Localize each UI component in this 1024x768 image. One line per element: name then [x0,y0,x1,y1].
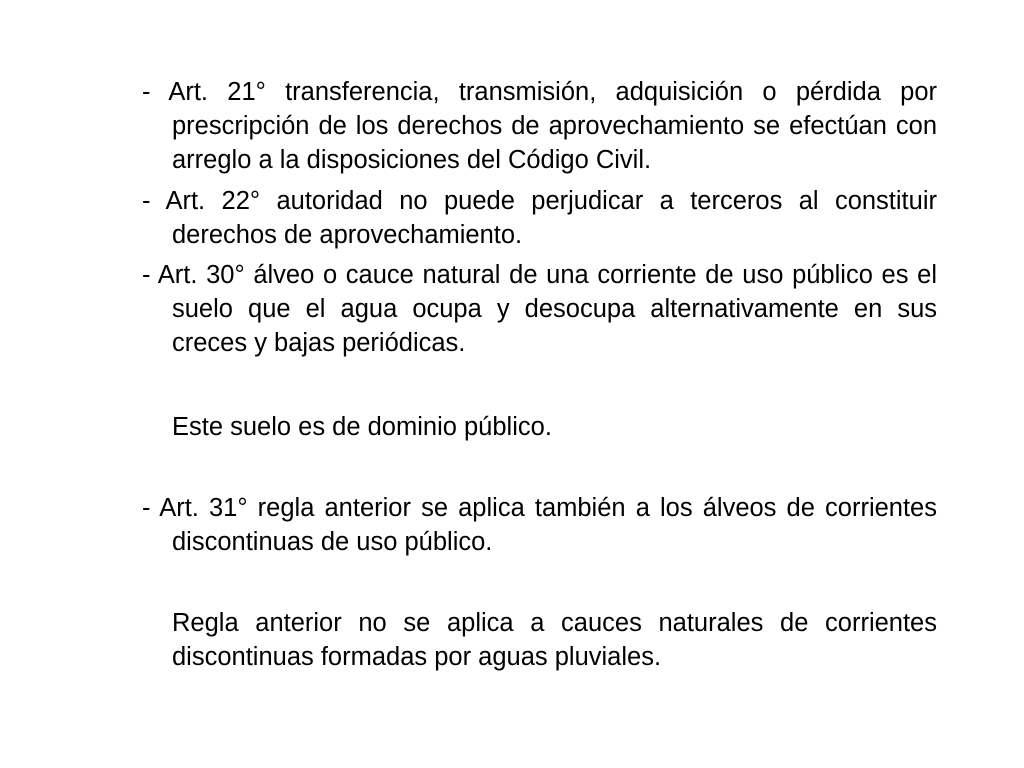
paragraph-art-21: - Art. 21° transferencia, transmisión, adquisición o pérdida por prescripción de los derechos de aprovechamiento se efectúan con arreglo a la disposiciones del Código Civil. [142,78,937,174]
paragraph-dominio-publico: Este suelo es de dominio público. [172,413,552,441]
paragraph-aguas-pluviales: Regla anterior no se aplica a cauces naturales de corrientes discontinuas formadas por aguas pluviales. [172,609,937,671]
paragraph-art-30: - Art. 30° álveo o cauce natural de una corriente de uso público es el suelo que el agua ocupa y desocupa alternativamente en sus creces y bajas periódicas. [142,261,937,357]
paragraph-art-31: - Art. 31° regla anterior se aplica también a los álveos de corrientes discontinuas de uso público. [142,494,937,556]
paragraph-art-22: - Art. 22° autoridad no puede perjudicar a terceros al constituir derechos de aprovechamiento. [142,187,937,249]
